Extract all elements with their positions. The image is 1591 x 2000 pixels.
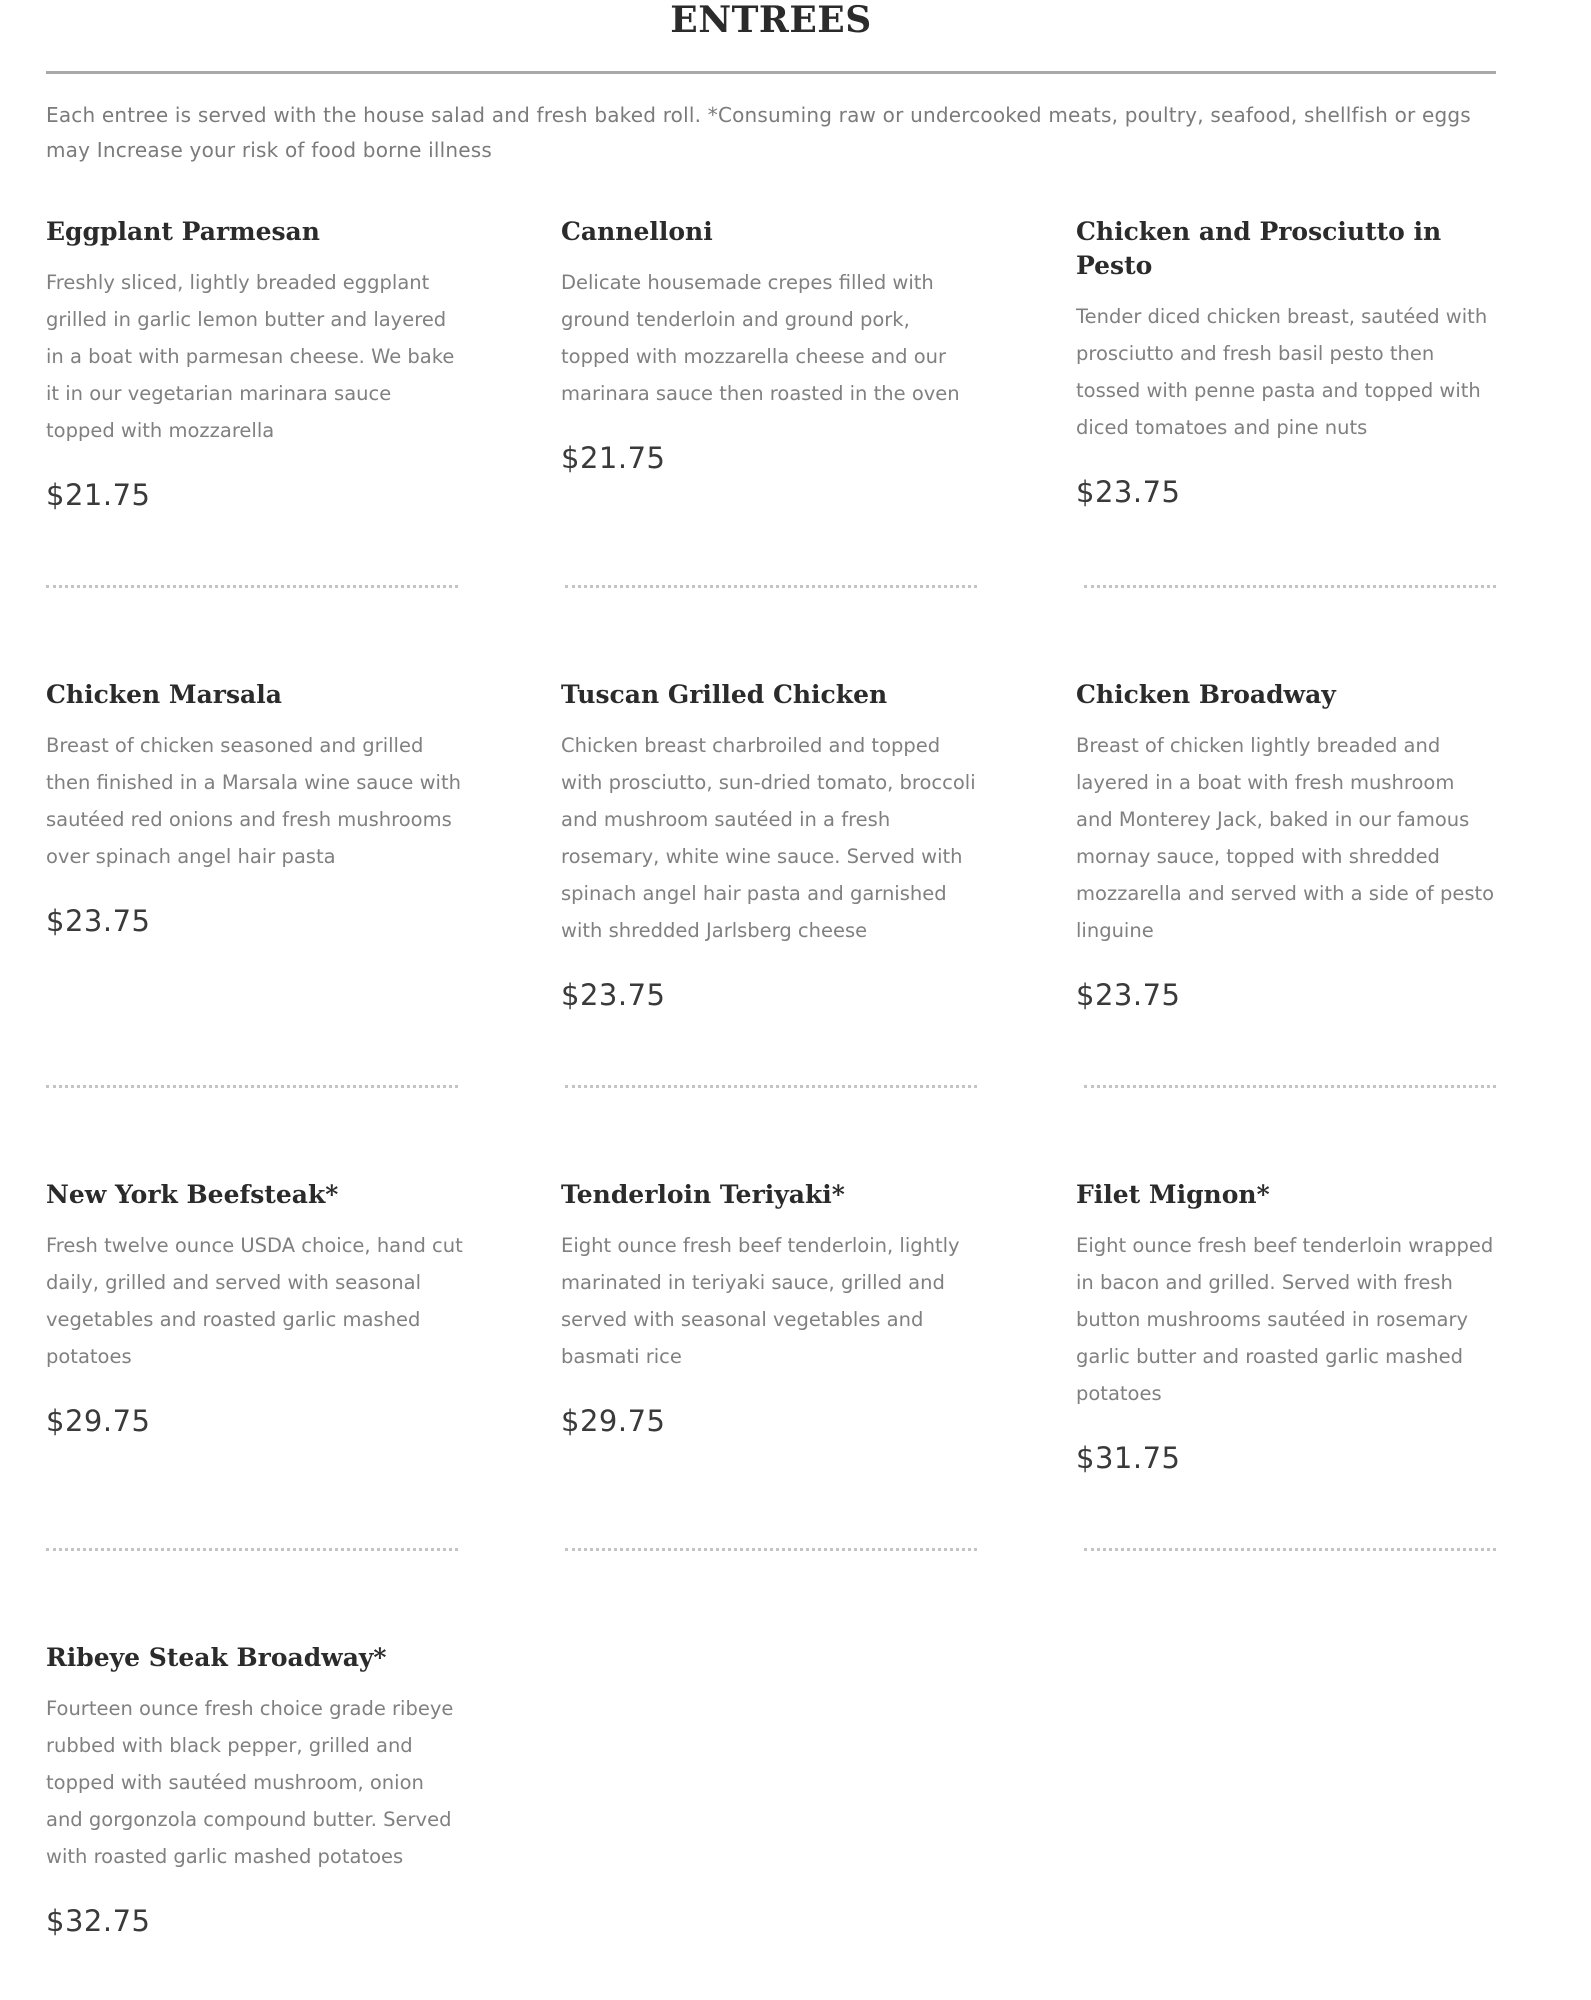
menu-item [46,678,466,1015]
dotted-divider [565,1085,977,1088]
dotted-divider [1084,1548,1496,1551]
row-divider [46,1085,1496,1088]
page-title: ENTREES [670,0,872,41]
row-divider [46,1548,1496,1551]
item-description: Eight ounce fresh beef tenderloin, lightly marinated in teriyaki sauce, grilled and served with seasonal vegetables and basmati rice [561,1234,960,1368]
dotted-divider [46,1548,458,1551]
item-name: New York Beefsteak* [46,1180,339,1209]
item-name: Tuscan Grilled Chicken [561,680,888,709]
entree-row [46,1178,1496,1478]
dotted-divider [1084,585,1496,588]
item-description: Fourteen ounce fresh choice grade ribeye rubbed with black pepper, grilled and topped with sautéed mushroom, onion and gorgonzola compound butter. Served with roasted garlic mashed potatoes [46,1697,454,1868]
item-price: $23.75 [1076,475,1181,509]
item-price: $23.75 [561,978,666,1012]
item-price: $21.75 [561,441,666,475]
menu-item [561,678,981,1015]
row-divider [46,585,1496,588]
menu-page [46,0,1496,1941]
item-description: Fresh twelve ounce USDA choice, hand cut daily, grilled and served with seasonal vegetables and roasted garlic mashed potatoes [46,1234,463,1368]
menu-item [1076,215,1496,515]
item-name: Filet Mignon* [1076,1180,1270,1209]
item-price: $21.75 [46,478,151,512]
item-price: $29.75 [561,1404,666,1438]
item-price: $31.75 [1076,1441,1181,1475]
item-name: Eggplant Parmesan [46,217,320,246]
entree-row [46,678,1496,1015]
item-description: Delicate housemade crepes filled with ground tenderloin and ground pork, topped with mozzarella cheese and our marinara sauce then roasted in the oven [561,271,960,405]
dotted-divider [46,585,458,588]
menu-item [1076,678,1496,1015]
item-price: $23.75 [1076,978,1181,1012]
entree-grid [46,215,1496,1941]
entree-row [46,215,1496,515]
item-description: Breast of chicken seasoned and grilled then finished in a Marsala wine sauce with sautéed red onions and fresh mushrooms over spinach angel hair pasta [46,734,461,868]
item-description: Eight ounce fresh beef tenderloin wrapped in bacon and grilled. Served with fresh button mushrooms sautéed in rosemary garlic butter and roasted garlic mashed potatoes [1076,1234,1494,1405]
dotted-divider [1084,1085,1496,1088]
menu-item [46,215,466,515]
item-name: Chicken and Prosciutto in Pesto [1076,217,1442,280]
item-price: $29.75 [46,1404,151,1438]
menu-item [46,1178,466,1478]
item-name: Cannelloni [561,217,713,246]
item-price: $23.75 [46,904,151,938]
title-divider [46,71,1496,74]
item-description: Breast of chicken lightly breaded and layered in a boat with fresh mushroom and Monterey Jack, baked in our famous mornay sauce, topped with shredded mozzarella and served with a side of pesto linguine [1076,734,1495,942]
menu-item [561,215,981,515]
item-description: Chicken breast charbroiled and topped with prosciutto, sun-dried tomato, broccoli and mushroom sautéed in a fresh rosemary, white wine sauce. Served with spinach angel hair pasta and garnished with shredded Jarlsberg cheese [561,734,976,942]
item-description: Freshly sliced, lightly breaded eggplant grilled in garlic lemon butter and layered in a boat with parmesan cheese. We bake it in our vegetarian marinara sauce topped with mozzarella [46,271,455,442]
entree-row [46,1641,1496,1941]
menu-item [561,1178,981,1478]
item-name: Chicken Marsala [46,680,282,709]
item-price: $32.75 [46,1904,151,1938]
item-name: Ribeye Steak Broadway* [46,1643,387,1672]
dotted-divider [46,1085,458,1088]
dotted-divider [565,585,977,588]
dotted-divider [565,1548,977,1551]
item-name: Chicken Broadway [1076,680,1336,709]
item-name: Tenderloin Teriyaki* [561,1180,845,1209]
menu-item [46,1641,466,1941]
intro-note: Each entree is served with the house salad and fresh baked roll. *Consuming raw or undercooked meats, poultry, seafood, shellfish or eggs may Increase your risk of food borne illness [46,103,1471,162]
item-description: Tender diced chicken breast, sautéed with prosciutto and fresh basil pesto then tossed with penne pasta and topped with diced tomatoes and pine nuts [1076,305,1488,439]
menu-item [1076,1178,1496,1478]
